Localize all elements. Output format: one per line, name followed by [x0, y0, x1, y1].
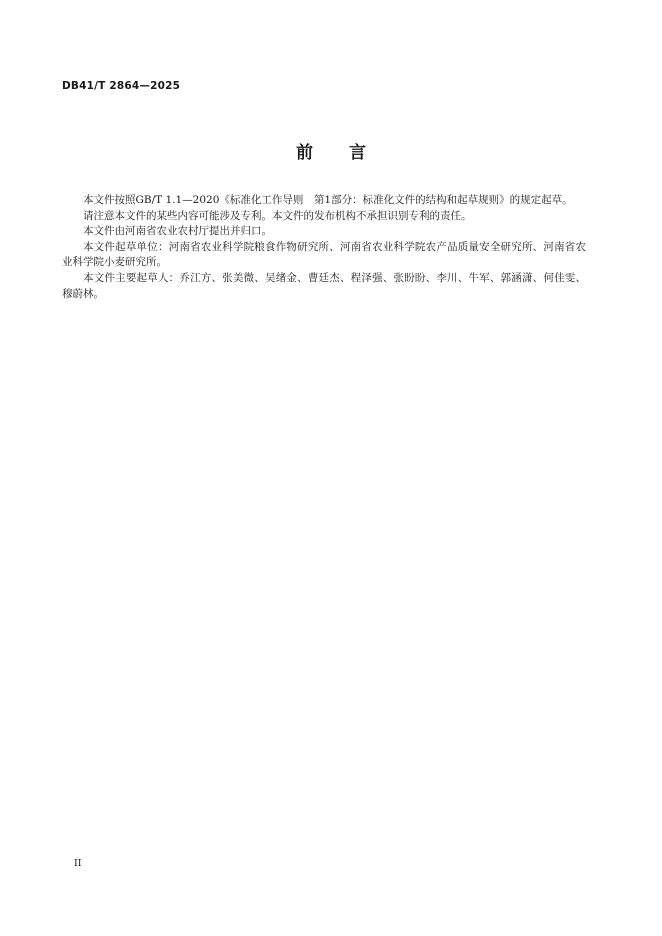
- page-title: 前言: [296, 143, 402, 163]
- paragraph-proposer: 本文件由河南省农业农村厅提出并归口。: [83, 225, 272, 238]
- paragraph-drafters: 本文件主要起草人：乔江方、张美微、吴绪金、曹廷杰、程泽强、张盼盼、李川、牛军、郭涵潇、何佳雯、穆蔚林。: [62, 271, 586, 300]
- page-number: II: [74, 858, 82, 869]
- paragraph-drafting-units: 本文件起草单位：河南省农业科学院粮食作物研究所、河南省农业科学院农产品质量安全研究所、河南省农业科学院小麦研究所。: [62, 240, 586, 269]
- standard-code: DB41/T 2864—2025: [62, 80, 181, 92]
- paragraph-drafting-rules: 本文件按照GB/T 1.1—2020《标准化工作导则 第1部分：标准化文件的结构和起草规则》的规定起草。: [83, 194, 573, 206]
- paragraph-patent-notice: 请注意本文件的某些内容可能涉及专利。本文件的发布机构不承担识别专利的责任。: [83, 209, 472, 222]
- foreword-body: [62, 193, 586, 302]
